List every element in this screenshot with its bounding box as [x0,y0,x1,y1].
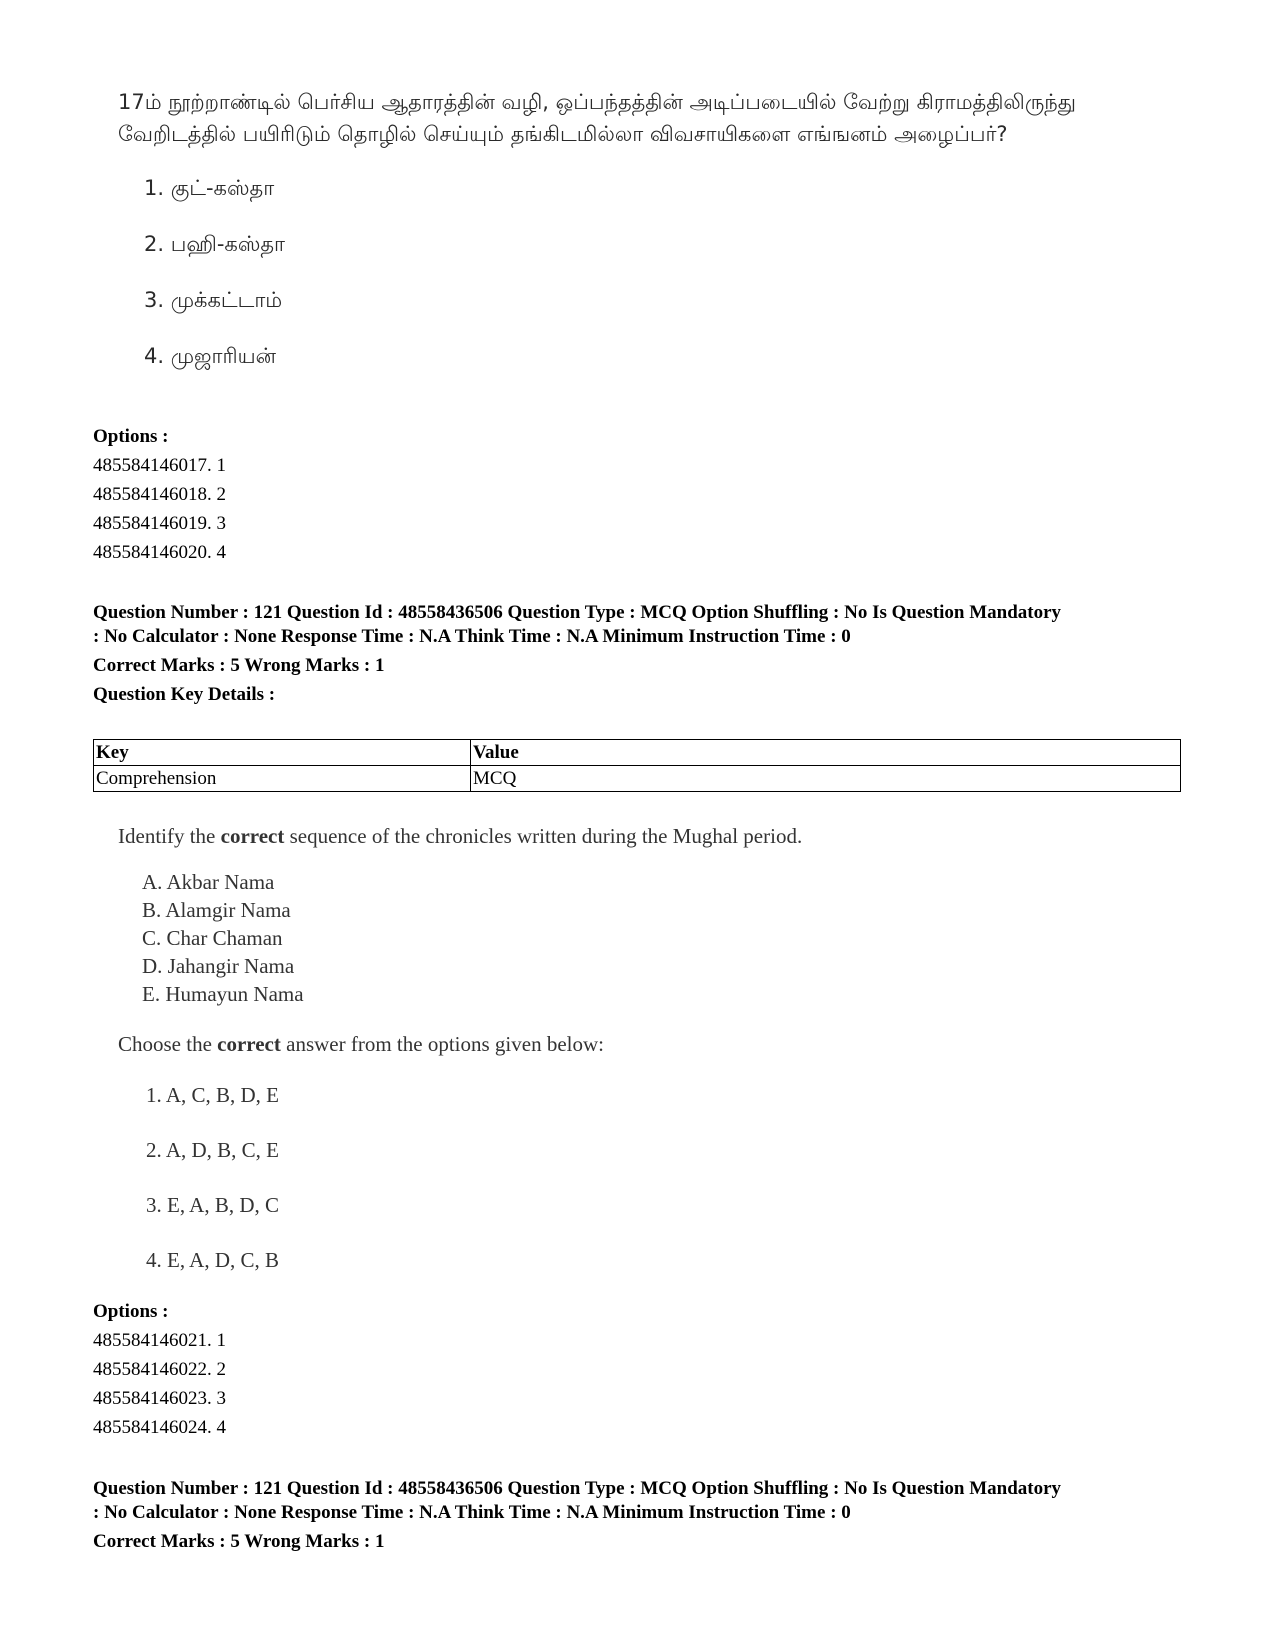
question-meta-1 [93,598,1183,709]
table-header-key: Key [94,740,471,766]
tamil-option-1: 1. குட்-கஸ்தா [144,176,275,200]
option-id-row: 485584146019. 3 [93,513,226,534]
table-header-row [94,740,1181,766]
english-option-2: 2. A, D, B, C, E [146,1138,280,1162]
options-label: Options : [93,1301,169,1322]
english-question-image [118,822,1188,1298]
option-id-row: 485584146022. 2 [93,1359,226,1380]
list-item: E. Humayun Nama [142,982,304,1006]
table-cell-key: Comprehension [94,766,471,792]
english-option-3: 3. E, A, B, D, C [146,1193,280,1217]
question-text-bold: correct [220,824,285,848]
table-header-value: Value [471,740,1181,766]
instruction-text-part: Choose the [118,1032,218,1056]
table-row [94,766,1181,792]
tamil-question-options [118,160,1188,384]
tamil-option-3: 3. முக்கட்டாம் [144,288,283,312]
list-item: D. Jahangir Nama [142,954,295,978]
list-item: C. Char Chaman [142,926,283,950]
tamil-question-text: 17ம் நூற்றாண்டில் பெர்சிய ஆதாரத்தின் வழி, ஒப்பந்தத்தின் அடிப்படையில் வேற்று கிராமத்திலிருந்து வேறிடத்தில் பயிரிடும் தொழில் செய்யும் தங்கிடமில்லா விவசாயிகளை எங்ஙனம் அழைப்பர்? [118,90,1076,146]
tamil-option-4: 4. முஜாரியன் [144,344,276,368]
option-id-row: 485584146018. 2 [93,484,226,505]
list-item: A. Akbar Nama [142,870,275,894]
question-meta-line-2: : No Calculator : None Response Time : N.A Think Time : N.A Minimum Instruction Time : 0 [93,1502,851,1523]
options-label: Options : [93,426,169,447]
options-block-1 [93,422,1183,567]
option-id-row: 485584146020. 4 [93,542,226,563]
options-block-2 [93,1297,1183,1442]
option-id-row: 485584146021. 1 [93,1330,226,1351]
tamil-question-image [118,86,1188,384]
question-meta-line-1: Question Number : 121 Question Id : 48558436506 Question Type : MCQ Option Shuffling : No Is Question Mandatory [93,602,1062,623]
english-option-4: 4. E, A, D, C, B [146,1248,280,1272]
question-key-details-label: Question Key Details : [93,684,276,705]
question-meta-2 [93,1474,1183,1556]
table-cell-value: MCQ [471,766,1181,792]
question-text-part: sequence of the chronicles written during the Mughal period. [284,824,803,848]
option-id-row: 485584146023. 3 [93,1388,226,1409]
option-id-row: 485584146024. 4 [93,1417,226,1438]
choose-instruction [118,1030,1188,1058]
question-marks: Correct Marks : 5 Wrong Marks : 1 [93,1531,385,1552]
english-question-options [118,1078,1188,1298]
instruction-text-bold: correct [217,1032,281,1056]
question-marks: Correct Marks : 5 Wrong Marks : 1 [93,655,385,676]
question-meta-line-1: Question Number : 121 Question Id : 48558436506 Question Type : MCQ Option Shuffling : No Is Question Mandatory [93,1478,1062,1499]
instruction-text-part: answer from the options given below: [280,1032,604,1056]
tamil-option-2: 2. பஹி-கஸ்தா [144,232,286,256]
option-id-row: 485584146017. 1 [93,455,226,476]
question-meta-line-2: : No Calculator : None Response Time : N.A Think Time : N.A Minimum Instruction Time : 0 [93,626,851,647]
english-question-text [118,822,1188,850]
english-option-1: 1. A, C, B, D, E [146,1083,280,1107]
question-text-part: Identify the [118,824,221,848]
chronicle-list [142,868,1188,1008]
list-item: B. Alamgir Nama [142,898,291,922]
question-key-table [93,739,1181,792]
